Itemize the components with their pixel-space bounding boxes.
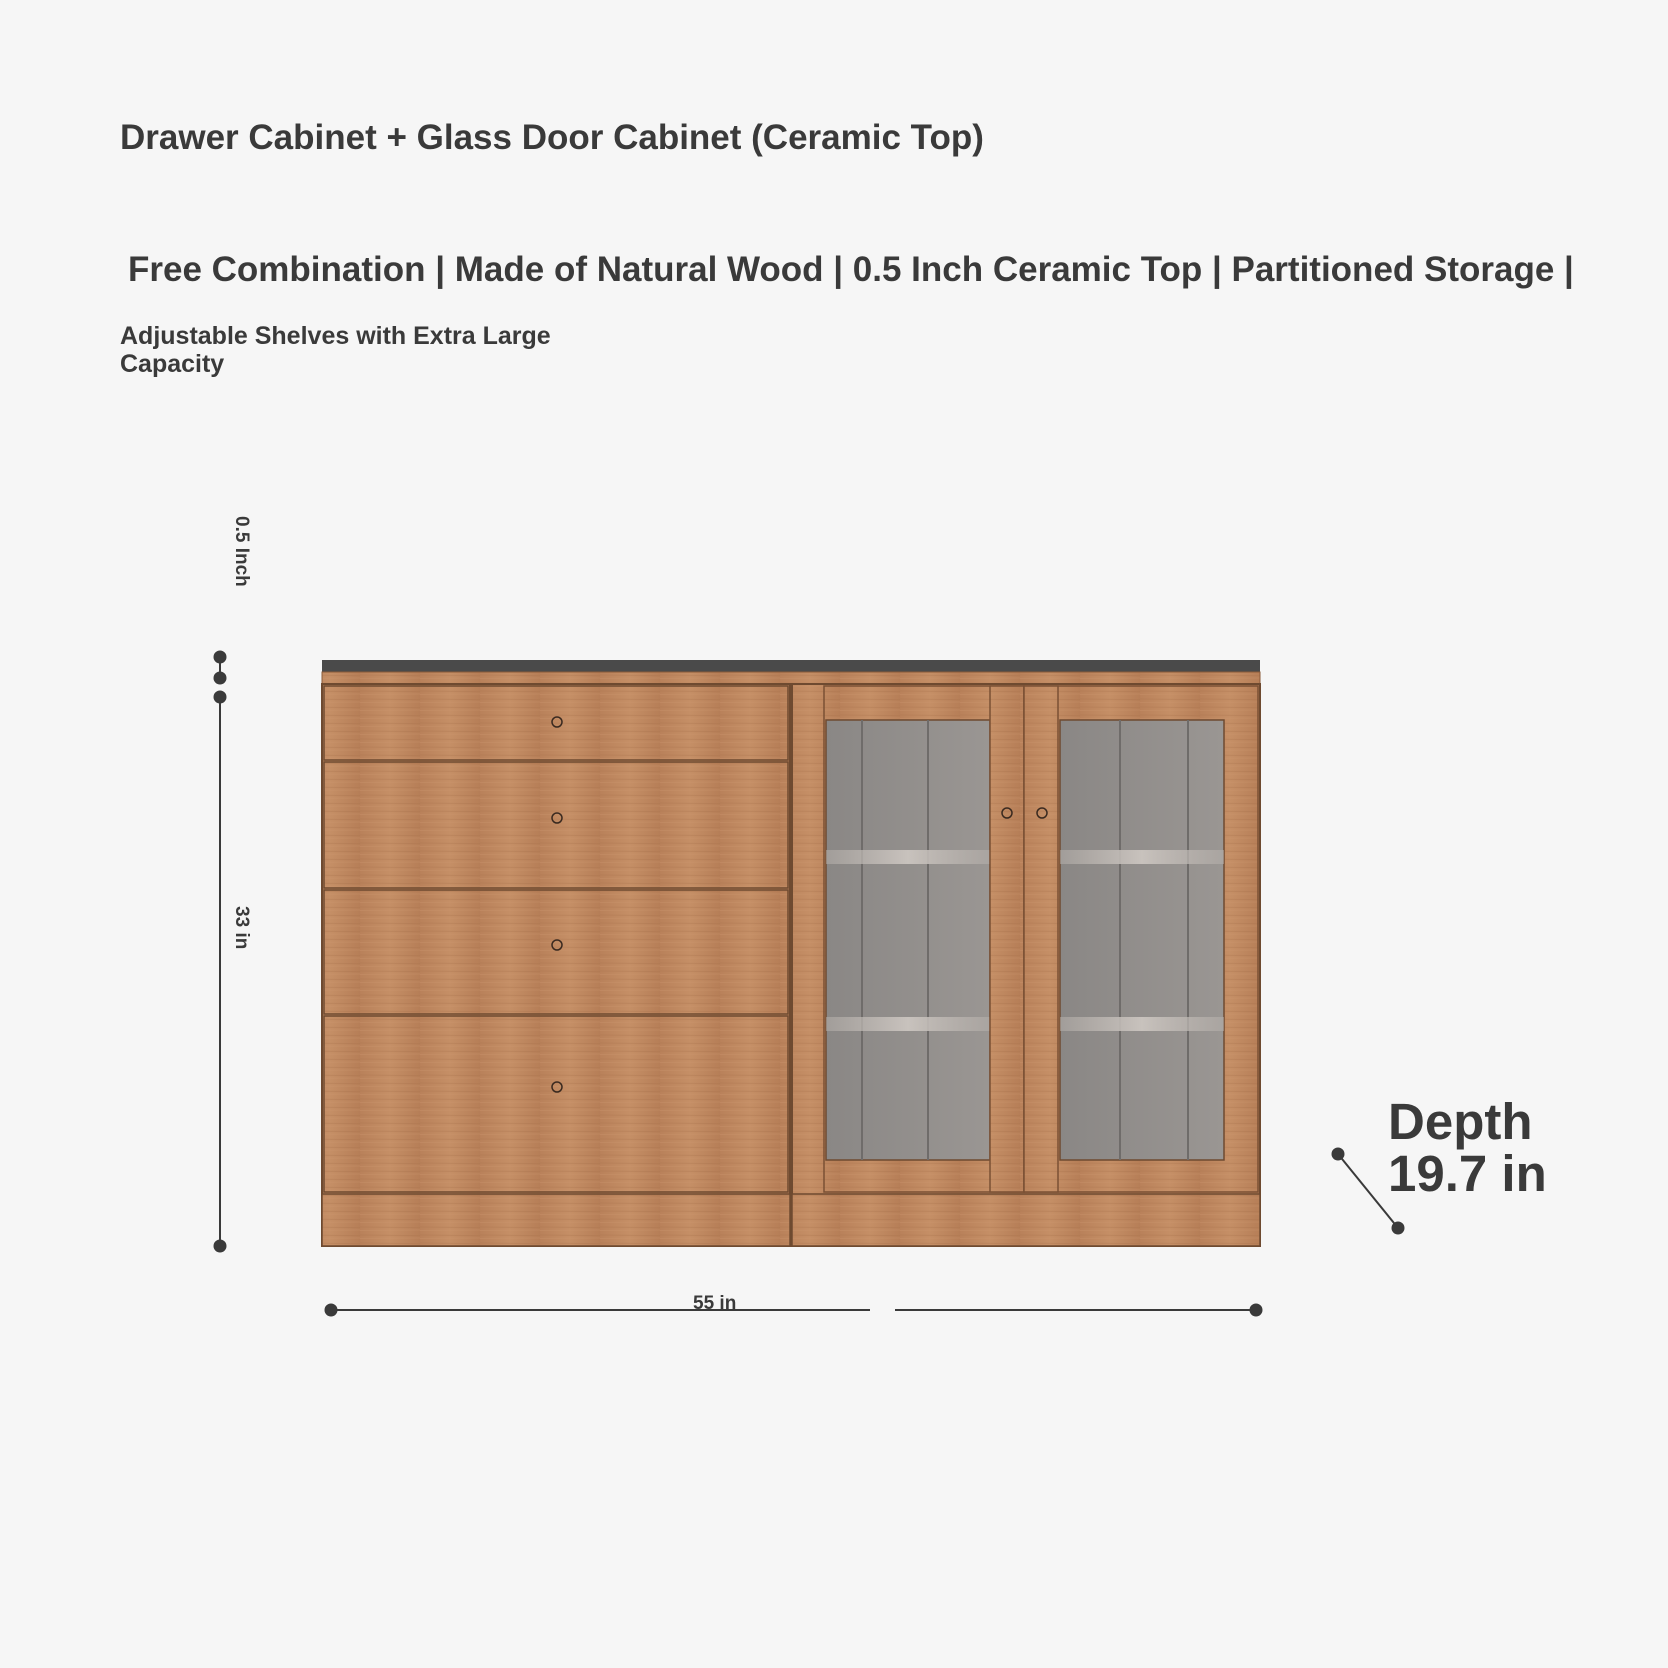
feature-list: Free Combination | Made of Natural Wood | 0.5 Inch Ceramic Top | Partitioned Storage | <box>128 250 1574 289</box>
glass-shelf <box>826 850 990 864</box>
feature-subtitle: Adjustable Shelves with Extra Large Capacity <box>120 322 551 378</box>
glass-shelf <box>1060 850 1224 864</box>
drawer-front <box>324 686 788 760</box>
width-label: 55 in <box>693 1293 737 1314</box>
drawer-front <box>324 890 788 1014</box>
cabinet-plinth <box>792 1194 1260 1246</box>
drawer-front <box>324 762 788 888</box>
height-dimension <box>214 651 226 1252</box>
width-dimension <box>325 1304 1262 1316</box>
height-label: 33 in <box>231 906 252 950</box>
page-title: Drawer Cabinet + Glass Door Cabinet (Ceramic Top) <box>120 118 984 157</box>
depth-label <box>1388 1093 1547 1202</box>
depth-value: 19.7 in <box>1388 1145 1547 1202</box>
ceramic-top <box>322 660 1260 672</box>
glass-shelf <box>826 1017 990 1031</box>
top-wood-band <box>322 672 1260 684</box>
glass-shelf <box>1060 1017 1224 1031</box>
drawer-front <box>324 1016 788 1192</box>
drawer-cabinet <box>322 684 790 1246</box>
top-thickness-label: 0.5 Inch <box>231 516 252 587</box>
glass-door-cabinet <box>792 684 1260 1246</box>
cabinet-plinth <box>322 1194 790 1246</box>
depth-title: Depth <box>1388 1093 1533 1150</box>
